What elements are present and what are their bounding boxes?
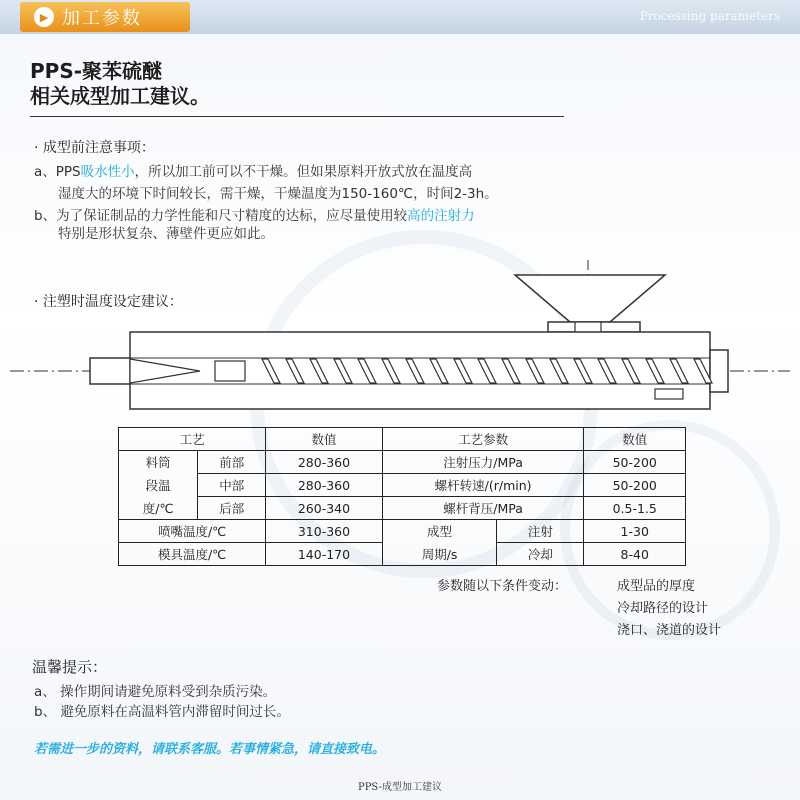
table-cell: 螺杆转速/(r/min) <box>382 474 584 497</box>
table-cell: 280-360 <box>266 474 383 497</box>
table-header-cell: 工艺 <box>119 428 266 451</box>
table-cell: 后部 <box>198 497 266 520</box>
table-header-cell: 工艺参数 <box>382 428 584 451</box>
section-tab <box>20 2 190 32</box>
pre-molding-item-a-line2: 湿度大的环境下时间较长，需干燥，干燥温度为150-160℃，时间2-3h。 <box>58 186 498 202</box>
header-bar <box>0 0 800 34</box>
pre-molding-item-b <box>34 204 475 224</box>
table-header-cell: 数值 <box>584 428 686 451</box>
table-cell: 周期/s <box>382 543 497 566</box>
table-cell: 段温 <box>119 474 198 497</box>
table-cell: 注射压力/MPa <box>382 451 584 474</box>
table-cell: 螺杆背压/MPa <box>382 497 584 520</box>
table-row <box>119 428 686 451</box>
table-cell: 50-200 <box>584 451 686 474</box>
condition-item: 浇口、浇道的设计 <box>617 623 722 638</box>
check-ring <box>215 361 245 381</box>
condition-item: 冷却路径的设计 <box>617 601 709 616</box>
table-cell: 度/℃ <box>119 497 198 520</box>
table-cell: 模具温度/℃ <box>119 543 266 566</box>
pre-molding-item-b-line2: 特别是形状复杂、薄壁件更应如此。 <box>58 226 274 242</box>
item-a-rest: ，所以加工前可以不干燥。但如果原料开放式放在温度高 <box>134 164 473 180</box>
table-cell: 注射 <box>497 520 584 543</box>
table-cell: 50-200 <box>584 474 686 497</box>
table-cell: 前部 <box>198 451 266 474</box>
tip-item-b: b、 避免原料在高温料管内滞留时间过长。 <box>34 704 290 720</box>
tip-item-a: a、 操作期间请避免原料受到杂质污染。 <box>34 684 277 700</box>
table-row <box>119 543 686 566</box>
table-cell: 260-340 <box>266 497 383 520</box>
table-cell: 8-40 <box>584 543 686 566</box>
table-row <box>119 520 686 543</box>
page-title-line2: 相关成型加工建议。 <box>30 84 210 108</box>
processing-parameter-table <box>118 427 686 566</box>
item-a-highlight: 吸水性小 <box>80 164 135 180</box>
page-footer: PPS-成型加工建议 <box>357 782 443 793</box>
item-b-prefix: b、为了保证制品的力学性能和尺寸精度的达标，应尽量使用较 <box>34 208 408 224</box>
section-tab-label: 加工参数 <box>62 8 142 29</box>
pre-molding-heading: · 成型前注意事项： <box>34 140 155 156</box>
nozzle <box>90 358 130 384</box>
play-icon: ▶ <box>34 7 54 27</box>
table-cell: 310-360 <box>266 520 383 543</box>
table-header-cell: 数值 <box>266 428 383 451</box>
table-cell: 喷嘴温度/℃ <box>119 520 266 543</box>
table-cell: 料筒 <box>119 451 198 474</box>
item-a-prefix: a、PPS <box>34 164 81 180</box>
page-title-line1: PPS-聚苯硫醚 <box>30 59 163 83</box>
tips-heading: 温馨提示： <box>32 658 108 676</box>
table-cell: 成型 <box>382 520 497 543</box>
table-cell: 1-30 <box>584 520 686 543</box>
title-divider <box>30 116 564 117</box>
english-title: Processing parameters <box>639 9 780 23</box>
item-b-highlight: 高的注射力 <box>407 208 475 224</box>
table-cell: 0.5-1.5 <box>584 497 686 520</box>
heater-band <box>655 389 683 399</box>
condition-item: 成型品的厚度 <box>617 579 696 594</box>
screw-drive <box>710 350 728 392</box>
temperature-heading: · 注塑时温度设定建议： <box>34 294 183 310</box>
table-cell: 冷却 <box>497 543 584 566</box>
table-row <box>119 497 686 520</box>
table-row <box>119 474 686 497</box>
hopper-funnel <box>515 275 665 322</box>
conditions-label: 参数随以下条件变动： <box>437 579 568 594</box>
table-row <box>119 451 686 474</box>
contact-note: 若需进一步的资料，请联系客服。若事情紧急，请直接致电。 <box>34 742 386 757</box>
pre-molding-item-a <box>34 160 472 180</box>
injection-screw-diagram <box>0 260 800 410</box>
table-cell: 280-360 <box>266 451 383 474</box>
table-cell: 中部 <box>198 474 266 497</box>
table-cell: 140-170 <box>266 543 383 566</box>
